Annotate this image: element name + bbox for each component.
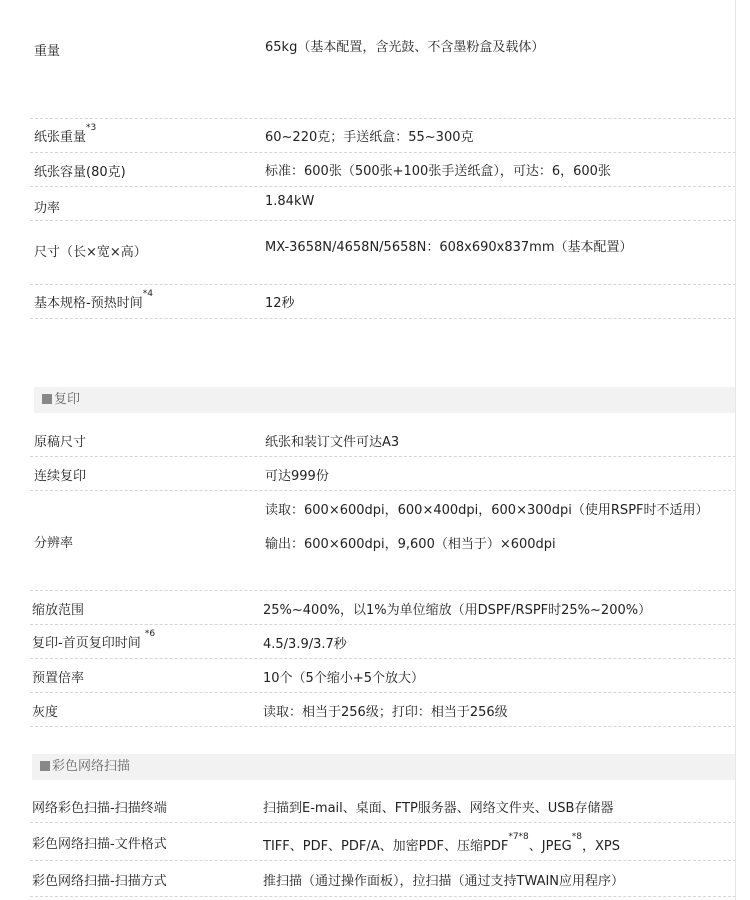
spec-label: 基本规格-预热时间$^{*4}$ (34, 289, 153, 311)
spec-label: 尺寸（长×宽×高） (34, 245, 147, 260)
spec-row-first-copy-time (30, 624, 736, 659)
square-bullet-icon (42, 394, 52, 404)
spec-label: 纸张重量$^{*3}$ (34, 123, 97, 145)
spec-row-resolution (30, 490, 736, 591)
spec-value: 10个（5个缩小+5个放大） (263, 671, 424, 686)
spec-row-power (30, 186, 736, 221)
spec-value: 65kg（基本配置，含光鼓、不含墨粉盒及载体） (265, 40, 545, 55)
footnote-mark: *3 (86, 123, 97, 133)
spec-label: 彩色网络扫描-文件格式 (32, 837, 167, 852)
spec-value: 读取：相当于256级；打印：相当于256级 (263, 705, 508, 720)
spec-label: 纸张容量(80克) (34, 165, 126, 180)
spec-label: 复印-首页复印时间 $^{*6}$ (32, 629, 156, 651)
spec-row-file-format (30, 822, 736, 861)
footnote-mark: *6 (144, 629, 156, 639)
table-right-border (735, 0, 736, 900)
spec-row-scan-destination (30, 788, 736, 823)
footnote-mark: *7*8 (508, 832, 529, 842)
spec-value: 纸张和装订文件可达A3 (265, 435, 400, 450)
spec-row-preset-ratio (30, 658, 736, 693)
spec-value: 可达999份 (265, 469, 329, 484)
footnote-mark: *4 (142, 289, 153, 299)
spec-row-zoom-range (30, 590, 736, 625)
spec-value: 扫描到E-mail、桌面、FTP服务器、网络文件夹、USB存储器 (263, 801, 614, 816)
spec-label: 分辨率 (34, 536, 74, 551)
section-title: 彩色网络扫描 (52, 759, 131, 774)
spec-row-grayscale (30, 692, 736, 727)
spec-label: 原稿尺寸 (34, 435, 87, 450)
spec-value: TIFF、PDF、PDF/A、加密PDF、压缩$PDF^{*7*8}$、JPEG$^{*8}$，XPS (263, 832, 620, 854)
section-header-scan (32, 754, 736, 780)
spec-row-continuous-copy (30, 456, 736, 491)
spec-row-dimensions (30, 220, 736, 285)
spec-label: 网络彩色扫描-扫描终端 (32, 801, 167, 816)
square-bullet-icon (40, 761, 50, 771)
section-title: 复印 (54, 392, 81, 407)
spec-value-output: 输出：600×600dpi，9,600（相当于）×600dpi (265, 537, 556, 552)
spec-value: 标准：600张（500张+100张手送纸盒），可达：6，600张 (265, 164, 611, 179)
spec-label: 缩放范围 (32, 603, 85, 618)
spec-value-read: 读取：600×600dpi，600×400dpi，600×300dpi（使用RSPF时不适用） (265, 503, 709, 518)
spec-value: MX-3658N/4658N/5658N：608x690x837mm（基本配置） (265, 240, 633, 255)
spec-value: 25%~400%，以1%为单位缩放（用DSPF/RSPF时25%~200%） (263, 603, 652, 618)
spec-value: 60~220克；手送纸盒：55~300克 (265, 130, 474, 145)
spec-row-scan-method (30, 860, 736, 897)
section-header-copy (34, 387, 736, 413)
spec-label: 功率 (34, 201, 61, 216)
spec-row-paper-weight (30, 118, 736, 153)
spec-value: 推扫描（通过操作面板），拉扫描（通过支持TWAIN应用程序） (263, 874, 625, 889)
footnote-mark: *8 (571, 832, 582, 842)
spec-row-warmup (30, 284, 736, 319)
spec-label: 连续复印 (34, 469, 87, 484)
spec-label: 重量 (34, 44, 61, 59)
spec-value: 4.5/3.9/3.7秒 (263, 637, 347, 652)
spec-row-paper-capacity (30, 152, 736, 187)
spec-row-original-size (30, 422, 736, 457)
spec-label: 灰度 (32, 705, 59, 720)
spec-label: 彩色网络扫描-扫描方式 (32, 874, 167, 889)
spec-value: 12秒 (265, 296, 295, 311)
spec-value: 1.84kW (265, 194, 315, 209)
spec-row-weight (30, 30, 736, 119)
spec-label: 预置倍率 (32, 671, 85, 686)
